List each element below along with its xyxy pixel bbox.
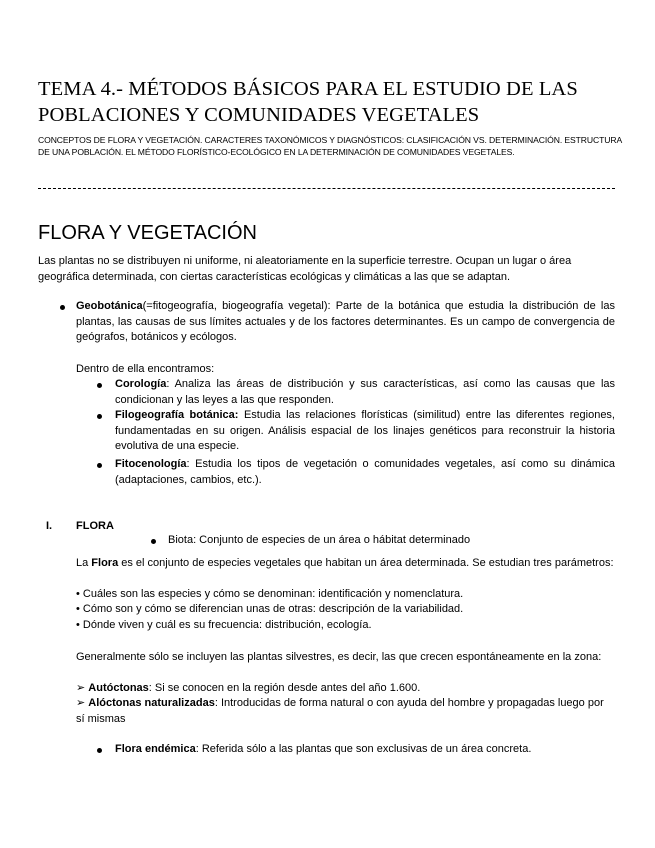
page-subtitle: CONCEPTOS DE FLORA Y VEGETACIÓN. CARACTERES TAXONÓMICOS Y DIAGNÓSTICOS: CLASIFICACIÓN VS. DETERMINACIÓN. ESTRUCTURA DE UNA POBLACIÓN. EL MÉTODO FLORÍSTICO-ECOLÓGICO EN LA DETERMINACIÓN DE COMUNIDADES VEGETALES. (38, 135, 622, 157)
flora-def-post: es el conjunto de especies vegetales que habitan un área determinada. Se estudian tres parámetros: (118, 557, 614, 569)
aloctonas-item (76, 696, 615, 727)
filogeografia-item (115, 408, 615, 455)
autoctonas-item (76, 681, 615, 697)
fitocenologia-text: : Estudia los tipos de vegetación o comunidades vegetales, así como su dinámica (adaptaciones, cambios, etc.). (115, 458, 615, 486)
endemica-text: : Referida sólo a las plantas que son exclusivas de un área concreta. (195, 743, 532, 755)
biota-item: Biota: Conjunto de especies de un área o hábitat determinado (168, 534, 471, 546)
intro-paragraph: Las plantas no se distribuyen ni uniforme, ni aleatoriamente en la superficie terrestre. Ocupan un lugar o área geográfica determinada, con ciertas características ecológicas y climáticas a las que se adaptan. (38, 255, 572, 283)
autoctonas-text: : Si se conocen en la región desde antes del año 1.600. (148, 682, 421, 694)
fitocenologia-item (115, 457, 615, 488)
generally-paragraph: Generalmente sólo se incluyen las plantas silvestres, es decir, las que crecen espontáneamente en la zona: (76, 651, 602, 663)
bullet-dot-icon (97, 383, 102, 388)
bullet-dot-icon (151, 539, 156, 544)
section-heading: FLORA Y VEGETACIÓN (38, 222, 257, 244)
title-line-1: TEMA 4.- MÉTODOS BÁSICOS PARA EL ESTUDIO DE LAS (38, 78, 578, 100)
param-1: • Cuáles son las especies y cómo se denominan: identificación y nomenclatura. (76, 588, 464, 600)
bullet-dot-icon (97, 463, 102, 468)
filogeografia-term: Filogeografía botánica: (115, 409, 239, 421)
geobotanica-text: (=fitogeografía, biogeografía vegetal): Parte de la botánica que estudia la distribución de las plantas, las causas de sus límites actuales y de los factores determinantes. Es un campo de convergencia de geógrafos, botánicos y ecólogos. (76, 300, 615, 343)
filogeografia-text: Estudia las relaciones florísticas (similitud) entre las diferentes regiones, fundamentadas en su origen. Análisis espacial de los linajes genéticos para reconstruir la historia evolutiva de una especie. (115, 409, 615, 452)
corologia-item (115, 377, 615, 408)
endemica-term: Flora endémica (115, 743, 196, 755)
dashed-divider (38, 188, 615, 189)
dentro-text: Dentro de ella encontramos: (76, 363, 215, 375)
geobotanica-term: Geobotánica (76, 300, 143, 312)
bullet-dot-icon (97, 748, 102, 753)
geobotanica-item (76, 299, 615, 346)
endemica-item (115, 742, 615, 758)
page-title (38, 76, 628, 128)
flora-def-pre: La (76, 557, 92, 569)
arrow-icon: ➢ (76, 697, 86, 709)
corologia-text: : Analiza las áreas de distribución y sus características, así como las causas que las condicionan y las leyes a las que responden. (115, 378, 615, 406)
flora-def-term: Flora (91, 557, 119, 569)
fitocenologia-term: Fitocenología (115, 458, 187, 470)
param-3: • Dónde viven y cuál es su frecuencia: distribución, ecología. (76, 619, 372, 631)
aloctonas-text: : Introducidas de forma natural o con ayuda del hombre y propagadas luego por sí mismas (76, 697, 604, 725)
aloctonas-term: Alóctonas naturalizadas (88, 697, 215, 709)
bullet-dot-icon (60, 305, 65, 310)
arrow-icon: ➢ (76, 682, 86, 694)
corologia-term: Corología (115, 378, 167, 390)
section-numeral: I. (46, 520, 53, 532)
param-2: • Cómo son y cómo se diferencian unas de otras: descripción de la variabilidad. (76, 603, 464, 615)
bullet-dot-icon (97, 414, 102, 419)
autoctonas-term: Autóctonas (88, 682, 149, 694)
flora-heading: FLORA (76, 520, 114, 532)
title-line-2: POBLACIONES Y COMUNIDADES VEGETALES (38, 104, 480, 126)
flora-definition (76, 556, 615, 572)
